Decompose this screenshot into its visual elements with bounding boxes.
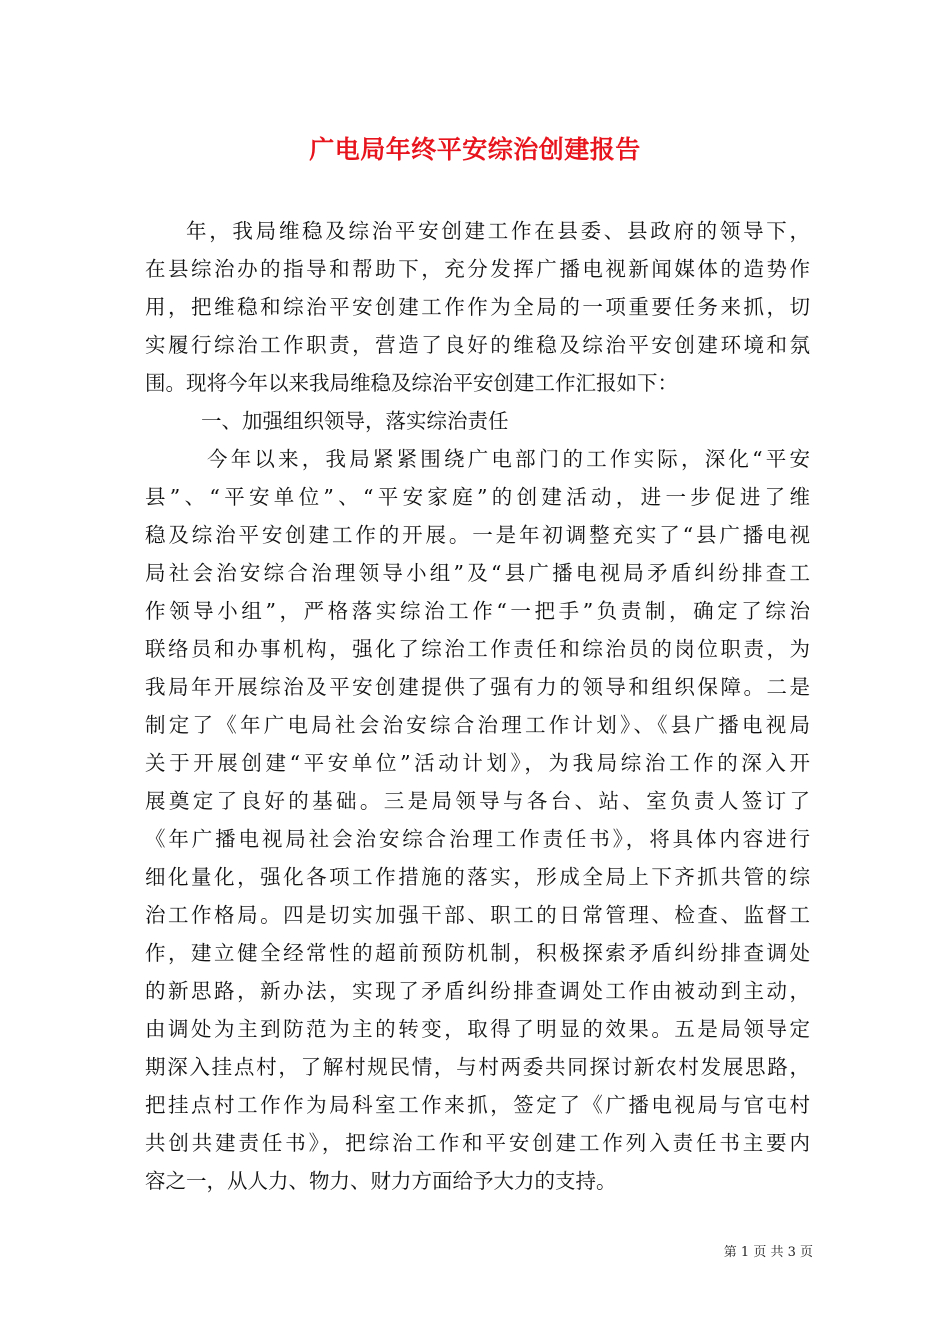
body-line: 在县综治办的指导和帮助下，充分发挥广播电视新闻媒体的造势作: [145, 257, 810, 281]
body-line: 的新思路，新办法，实现了矛盾纠纷排查调处工作由被动到主动，: [145, 979, 810, 1003]
body-line: 今年以来，我局紧紧围绕广电部门的工作实际，深化“平安: [207, 447, 810, 471]
body-line: 联络员和办事机构，强化了综治工作责任和综治员的岗位职责，为: [145, 637, 810, 661]
body-line: 我局年开展综治及平安创建提供了强有力的领导和组织保障。二是: [145, 675, 810, 699]
body-line: 共创共建责任书》，把综治工作和平安创建工作列入责任书主要内: [145, 1131, 810, 1155]
body-line: 治工作格局。四是切实加强干部、职工的日常管理、检查、监督工: [145, 903, 810, 927]
body-line: 容之一，从人力、物力、财力方面给予大力的支持。: [145, 1169, 617, 1193]
body-line: 局社会治安综合治理领导小组”及“县广播电视局矛盾纠纷排查工: [145, 561, 810, 585]
section-heading: 一、加强组织领导，落实综治责任: [201, 409, 509, 433]
body-line: 《年广播电视局社会治安综合治理工作责任书》，将具体内容进行: [145, 827, 810, 851]
body-line: 制定了《年广电局社会治安综合治理工作计划》、《县广播电视局: [145, 713, 810, 737]
body-line: 稳及综治平安创建工作的开展。一是年初调整充实了“县广播电视: [145, 523, 810, 547]
body-line: 县”、“平安单位”、“平安家庭”的创建活动，进一步促进了维: [145, 485, 810, 509]
body-line: 实履行综治工作职责，营造了良好的维稳及综治平安创建环境和氛: [145, 333, 810, 357]
body-line: 用，把维稳和综治平安创建工作作为全局的一项重要任务来抓，切: [145, 295, 810, 319]
body-line: 期深入挂点村，了解村规民情，与村两委共同探讨新农村发展思路，: [145, 1055, 810, 1079]
body-line: 作，建立健全经常性的超前预防机制，积极探索矛盾纠纷排查调处: [145, 941, 810, 965]
body-line: 由调处为主到防范为主的转变，取得了明显的效果。五是局领导定: [145, 1017, 810, 1041]
body-line: 展奠定了良好的基础。三是局领导与各台、站、室负责人签订了: [145, 789, 810, 813]
body-line: 作领导小组”，严格落实综治工作“一把手”负责制，确定了综治: [145, 599, 810, 623]
body-line: 年，我局维稳及综治平安创建工作在县委、县政府的领导下，: [186, 219, 810, 243]
body-line: 关于开展创建“平安单位”活动计划》，为我局综治工作的深入开: [145, 751, 810, 775]
document-body: [145, 212, 810, 1200]
page-number-footer: 第 1 页 共 3 页: [723, 1245, 813, 1260]
body-line: 围。现将今年以来我局维稳及综治平安创建工作汇报如下：: [145, 371, 678, 395]
body-line: 把挂点村工作作为局科室工作来抓，签定了《广播电视局与官屯村: [145, 1093, 810, 1117]
body-line: 细化量化，强化各项工作措施的落实，形成全局上下齐抓共管的综: [145, 865, 810, 889]
document-title: 广电局年终平安综治创建报告: [309, 135, 641, 164]
